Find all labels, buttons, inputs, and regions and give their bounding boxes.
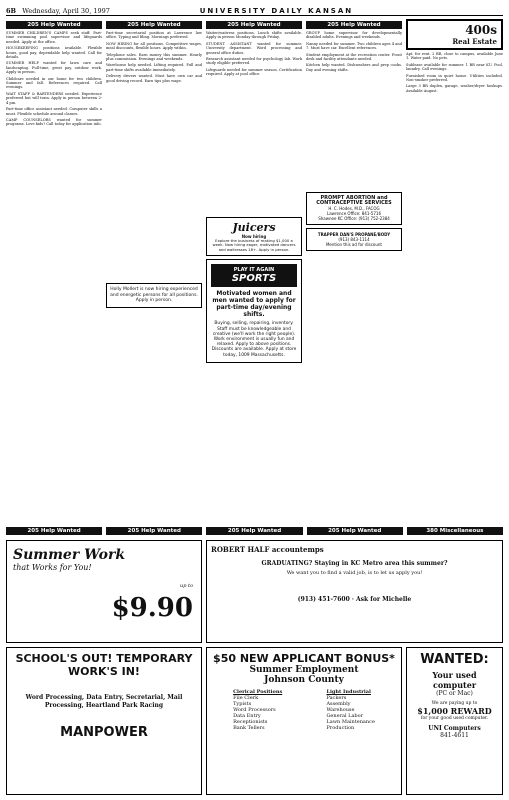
real-estate-number: 400s bbox=[465, 23, 497, 37]
column-5 bbox=[406, 19, 503, 95]
section-band-380: 380 Miscellaneous bbox=[407, 527, 503, 535]
classified-ad: Kitchen help wanted. Dishwashers and prep cooks. Day and evening shifts. bbox=[306, 63, 402, 72]
classified-list-3 bbox=[206, 31, 302, 77]
trapper-dan-ad bbox=[306, 228, 402, 251]
clerical-item: Bank Tellers bbox=[233, 725, 265, 731]
classified-list-1 bbox=[6, 31, 102, 127]
johnson-county-ad bbox=[206, 647, 402, 795]
summer-amount: $9.90 bbox=[111, 593, 193, 623]
section-band: 205 Help Wanted bbox=[6, 527, 102, 535]
bonus-headline: $50 NEW APPLICANT BONUS* bbox=[213, 652, 395, 665]
classified-list-4 bbox=[306, 31, 402, 72]
manpower-brand: MANPOWER bbox=[60, 725, 148, 740]
play-it-again-ad bbox=[206, 259, 302, 362]
real-estate-box bbox=[406, 19, 503, 50]
summer-line-1: Summer Work bbox=[13, 547, 126, 563]
johnson-line-2: Johnson County bbox=[264, 675, 344, 685]
bottom-band-row bbox=[6, 525, 503, 537]
prompt-lawrence: Lawrence Office: 841-5716 bbox=[327, 211, 381, 217]
robert-half-brand: ROBERT HALF accountemps bbox=[211, 545, 324, 554]
prompt-shawnee: Shawnee KC Office: (913) 752-2384 bbox=[318, 216, 390, 222]
manpower-ad bbox=[6, 647, 202, 795]
johnson-lists bbox=[211, 689, 397, 731]
juicers-tagline: Now hiring bbox=[241, 233, 267, 239]
play-logo bbox=[211, 264, 297, 287]
juicers-brand: Juicers bbox=[232, 220, 276, 234]
clerical-item: File Clerk bbox=[233, 695, 259, 701]
section-band: 205 Help Wanted bbox=[307, 527, 403, 535]
prompt-abortion-ad bbox=[306, 192, 402, 225]
robert-half-phone: (913) 451-7600 · Ask for Michelle bbox=[297, 596, 412, 603]
classified-ad: Large 3 BR duplex, garage, washer/dryer hookups. Available August. bbox=[406, 84, 503, 93]
uni-brand: UNI Computers bbox=[428, 725, 481, 732]
real-estate-label: Real Estate bbox=[452, 37, 497, 46]
classified-ad: Nanny needed for summer. Two children ages 4 and 7. Must have car. Excellent references. bbox=[306, 41, 402, 51]
juicers-ad bbox=[206, 217, 302, 257]
industrial-item: Packers bbox=[326, 695, 347, 701]
classified-ad: Research assistant needed for psychology lab. Work study eligible preferred. bbox=[206, 57, 302, 66]
classified-ad: HOUSEKEEPING positions available. Flexible hours, good pay, dependable help wanted. Call for details. bbox=[6, 46, 102, 60]
page-number: 6B bbox=[6, 7, 17, 15]
classified-ad: Warehouse help needed. Lifting required. Full and part-time shifts available immediately. bbox=[106, 63, 202, 72]
uni-line-3: (PC or Mac) bbox=[436, 690, 473, 697]
section-band: 205 Help Wanted bbox=[206, 21, 302, 29]
classified-ad: CAMP COUNSELORS wanted for summer programs. Love kids? Call today for application info. bbox=[6, 117, 102, 127]
column-4 bbox=[306, 19, 402, 254]
trapper-note: Mention this ad for discount bbox=[325, 242, 382, 248]
classified-ad: Delivery drivers wanted. Must have own car and good driving record. Earn tips plus wage. bbox=[106, 74, 202, 83]
classified-ad: Apt. for rent. 2 BR, close to campus, available June 1. Water paid. No pets. bbox=[406, 52, 503, 61]
classified-ad: Part-time secretarial position at Lawrence law office. Typing and filing. Mornings preferred. bbox=[106, 31, 202, 40]
column-2 bbox=[106, 19, 202, 311]
uni-for: for your good used computer. bbox=[420, 716, 489, 721]
uni-line-1: Your used bbox=[432, 670, 477, 680]
trapper-title: TRAPPER DAN'S PROPANE/BODY bbox=[317, 232, 391, 238]
date-text: Wednesday, April 30, 1997 bbox=[22, 7, 110, 15]
classified-ad: Childcare needed in our home for two children. Summer and fall. References required. Call evenings. bbox=[6, 76, 102, 90]
johnson-line-1: Summer Employment bbox=[249, 665, 359, 675]
clerical-head: Clerical Positions bbox=[233, 689, 283, 695]
clerical-item: Receptionists bbox=[233, 719, 268, 725]
clerical-item: Typists bbox=[233, 701, 252, 707]
play-title-2: SPORTS bbox=[231, 273, 277, 285]
classified-list-5 bbox=[406, 52, 503, 93]
section-band: 205 Help Wanted bbox=[106, 21, 202, 29]
trapper-phone: (913) 843-1114 bbox=[338, 237, 370, 243]
industrial-item: Warehouse bbox=[326, 707, 355, 713]
industrial-item: Lawn Maintenance bbox=[326, 719, 375, 725]
summer-line-2: that Works for You! bbox=[13, 563, 92, 572]
manpower-body: Word Processing, Data Entry, Secretarial, Mail Processing, Heartland Park Racing bbox=[25, 694, 183, 709]
industrial-head: Light Industrial bbox=[326, 689, 371, 695]
classified-ad: Waiter/waitress positions. Lunch shifts available. Apply in person Monday through Friday. bbox=[206, 31, 302, 40]
column-3 bbox=[206, 19, 302, 366]
clerical-item: Data Entry bbox=[233, 713, 261, 719]
uni-amount: $1,000 REWARD bbox=[417, 706, 492, 716]
section-band: 205 Help Wanted bbox=[106, 527, 202, 535]
prompt-doctor: H. C. Hodes, M.D., FACOG bbox=[328, 206, 380, 212]
uni-computers-ad bbox=[406, 647, 503, 795]
play-body: Buying, selling, repairing, inventory. Staff must be knowledgeable and creative (we'll work the right people). Work environment is usually fun and relaxed. Apply to above positions. Discounts are available. Apply at store today, 1009 Massachusetts. bbox=[211, 321, 297, 358]
uni-pay: We are paying up to bbox=[431, 701, 478, 706]
page-date bbox=[6, 7, 110, 15]
classified-ad: STUDENT ASSISTANT wanted for summer. University department. Word processing and general office duties. bbox=[206, 41, 302, 55]
summer-work-ad bbox=[6, 540, 202, 643]
play-title-1: PLAY IT AGAIN bbox=[233, 267, 275, 274]
juicers-text: Explore the business of making $1,000 a week. Now hiring eager, motivated dancers and waitresses 18+. Apply in person. bbox=[212, 237, 296, 252]
manpower-title: SCHOOL'S OUT! TEMPORARY WORK'S IN! bbox=[15, 652, 193, 678]
industrial-item: Production bbox=[326, 725, 355, 731]
industrial-list bbox=[326, 689, 374, 731]
section-band: 205 Help Wanted bbox=[306, 21, 402, 29]
page-header bbox=[6, 4, 503, 16]
clerical-list bbox=[233, 689, 282, 731]
column-1 bbox=[6, 19, 102, 129]
uni-line-2: computer bbox=[432, 680, 477, 690]
classified-ad: GROUP home supervisor for developmentally disabled adults. Evenings and weekends. bbox=[306, 31, 402, 40]
prompt-title: PROMPT ABORTION and CONTRACEPTIVE SERVICES bbox=[316, 195, 392, 207]
classified-ad: SUMMER CHILDREN'S CAMPS seek staff. Part-time swimming pool supervisor and lifeguards needed. Apply at the office. bbox=[6, 31, 102, 44]
masthead: UNIVERSITY DAILY KANSAN bbox=[199, 7, 354, 15]
classified-ad: Lifeguards needed for summer season. Certification required. Apply at pool office. bbox=[206, 67, 302, 77]
robert-half-headline: GRADUATING? Staying in KC Metro area this summer? bbox=[261, 560, 448, 567]
uni-wanted: WANTED: bbox=[420, 652, 489, 667]
classified-ad: Furnished room in quiet house. Utilities included. Non-smoker preferred. bbox=[406, 73, 503, 83]
uni-phone: 841-4611 bbox=[440, 732, 469, 739]
classified-ad: NOW HIRING for all positions. Competitive wages, meal discounts, flexible hours. Apply within. bbox=[106, 41, 202, 51]
classified-ad: Student employment at the recreation center. Front desk and facility attendants needed. bbox=[306, 52, 402, 62]
classified-ad: WAIT STAFF & BARTENDERS needed. Experience preferred but will train. Apply in person between 2-4 pm. bbox=[6, 91, 102, 105]
classified-ad: SUMMER HELP wanted for lawn care and landscaping. Full-time, great pay, outdoor work. Apply in person. bbox=[6, 61, 102, 75]
section-band: 205 Help Wanted bbox=[6, 21, 102, 29]
classified-list-2 bbox=[106, 31, 202, 83]
clerical-item: Word Processors bbox=[233, 707, 276, 713]
industrial-item: Assembly bbox=[326, 701, 351, 707]
industrial-item: General Labor bbox=[326, 713, 364, 719]
play-headline: Motivated women and men wanted to apply for part-time day/evening shifts. bbox=[212, 290, 296, 319]
robert-half-sub: We want you to find a valid job, is to let us apply you! bbox=[286, 570, 423, 576]
section-band: 205 Help Wanted bbox=[206, 527, 302, 535]
holly-mollert-ad: Holly Mollert is now hiring experienced and energetic persons for all positions. Apply in person. bbox=[106, 283, 202, 308]
classified-ad: Telephone sales. Earn money this summer. Hourly plus commission. Evenings and weekends. bbox=[106, 52, 202, 62]
classified-ad: Sublease available for summer. 1 BR near KU. Pool, laundry. Call evenings. bbox=[406, 62, 503, 72]
summer-up-to: up to bbox=[179, 583, 193, 589]
classified-ad: Part-time office assistant needed. Computer skills a must. Flexible schedule around classes. bbox=[6, 107, 102, 116]
robert-half-ad bbox=[206, 540, 503, 643]
